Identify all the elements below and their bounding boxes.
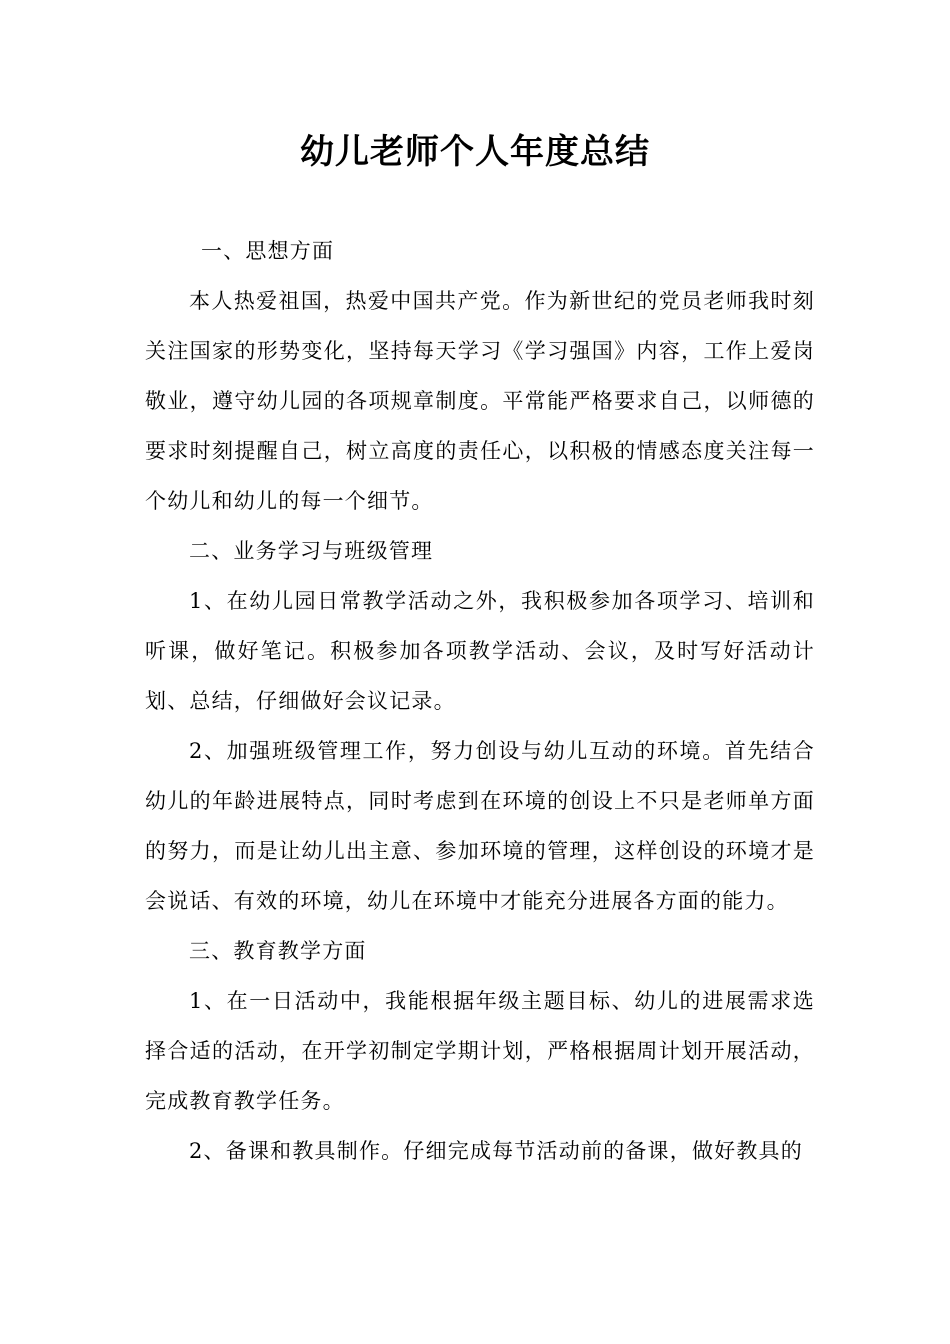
- section-heading-thought: 一、思想方面: [201, 239, 335, 263]
- paragraph-lesson-preparation: 2、备课和教具制作。仔细完成每节活动前的备课，做好教具的: [189, 1139, 803, 1163]
- paragraph-daily-activities: 1、在一日活动中，我能根据年级主题目标、幼儿的进展需求选择合适的活动，在开学初制定学期计划，严格根据周计划开展活动，完成教育教学任务。: [145, 989, 815, 1113]
- paragraph-class-management: 2、加强班级管理工作，努力创设与幼儿互动的环境。首先结合幼儿的年龄进展特点，同时考虑到在环境的创设上不只是老师单方面的努力，而是让幼儿出主意、参加环境的管理，这样创设的环境才是会说话、有效的环境，幼儿在环境中才能充分进展各方面的能力。: [145, 739, 815, 913]
- section-heading-teaching: 三、教育教学方面: [189, 939, 367, 963]
- document-body: [145, 226, 815, 1176]
- paragraph-study-training: 1、在幼儿园日常教学活动之外，我积极参加各项学习、培训和听课，做好笔记。积极参加各项教学活动、会议，及时写好活动计划、总结，仔细做好会议记录。: [145, 589, 815, 713]
- paragraph-thought: 本人热爱祖国，热爱中国共产党。作为新世纪的党员老师我时刻关注国家的形势变化，坚持每天学习《学习强国》内容，工作上爱岗敬业，遵守幼儿园的各项规章制度。平常能严格要求自己，以师德的要求时刻提醒自己，树立高度的责任心，以积极的情感态度关注每一个幼儿和幼儿的每一个细节。: [145, 289, 815, 513]
- document-title: 幼儿老师个人年度总结: [300, 132, 650, 172]
- section-heading-business-study: 二、业务学习与班级管理: [189, 539, 434, 563]
